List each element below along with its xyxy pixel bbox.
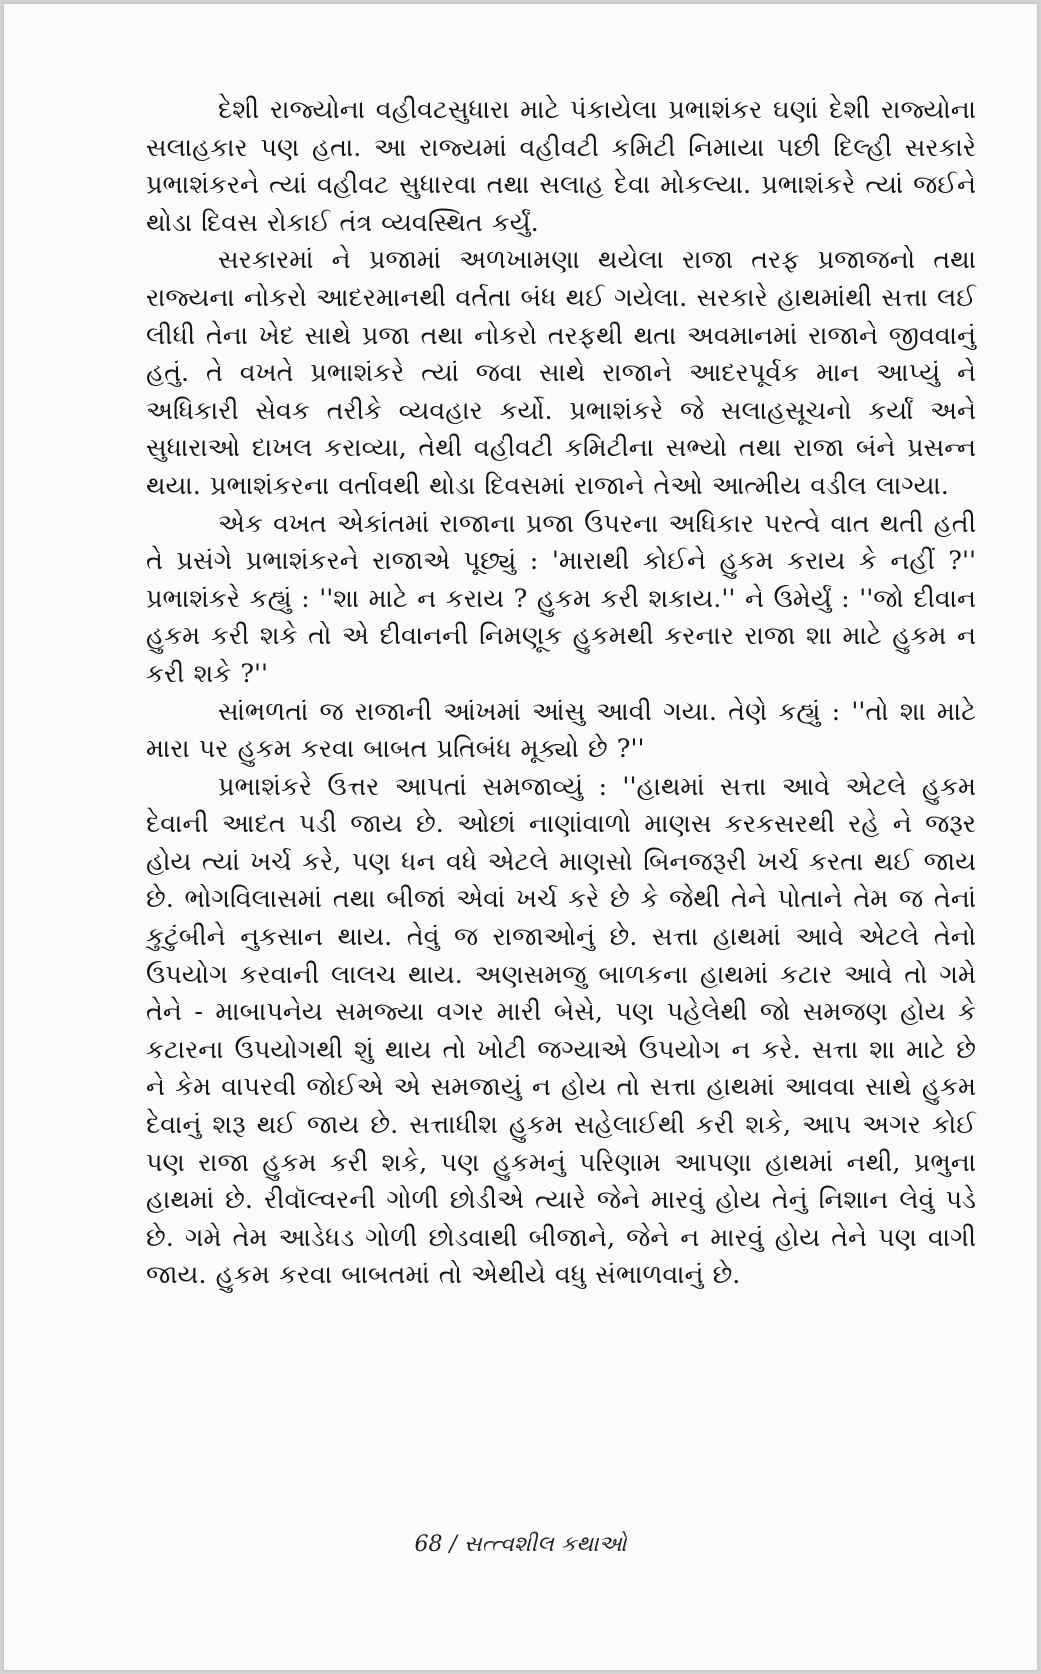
page-number: 68 — [414, 1532, 443, 1557]
footer-separator: / — [442, 1532, 464, 1557]
paragraph-1: દેશી રાજ્યોના વહીવટસુધારા માટે પંકાયેલા પ્રભાશંકર ઘણાં દેશી રાજ્યોના સલાહકાર પણ હતા. આ રાજ્યમાં વહીવટી કમિટી નિમાયા પછી દિલ્હી સરકારે પ્રભાશંકરને ત્યાં વહીવટ સુધારવા તથા સલાહ દેવા મોકલ્યા. પ્રભાશંકરે ત્યાં જઈને થોડા દિવસ રોકાઈ તંત્ર વ્યવસ્થિત કર્યું. — [146, 95, 976, 238]
paragraph-2: સરકારમાં ને પ્રજામાં અળખામણા થયેલા રાજા તરફ પ્રજાજનો તથા રાજ્યના નોકરો આદરમાનથી વર્તતા બંધ થઈ ગયેલા. સરકારે હાથમાંથી સત્તા લઈ લીધી તેના ખેદ સાથે પ્રજા તથા નોકરો તરફથી થતા અવમાનમાં રાજાને જીવવાનું હતું. તે વખતે પ્રભાશંકરે ત્યાં જવા સાથે રાજાને આદરપૂર્વક માન આપ્યું ને અધિકારી સેવક તરીકે વ્યવહાર કર્યો. પ્રભાશંકરે જે સલાહસૂચનો કર્યાં અને સુધારાઓ દાખલ કરાવ્યા, તેથી વહીવટી કમિટીના સભ્યો તથા રાજા બંને પ્રસન્ન થયા. પ્રભાશંકરના વર્તાવથી થોડા દિવસમાં રાજાને તેઓ આત્મીય વડીલ લાગ્યા. — [146, 245, 976, 501]
book-title: સત્ત્વશીલ કથાઓ — [463, 1532, 627, 1557]
page-footer — [4, 1532, 1037, 1557]
paragraph-5: પ્રભાશંકરે ઉત્તર આપતાં સમજાવ્યું : ''હાથમાં સત્તા આવે એટલે હુકમ દેવાની આદત પડી જાય છે. ઓછાં નાણાંવાળો માણસ કરકસરથી રહે ને જરૂર હોય ત્યાં ખર્ચ કરે, પણ ધન વધે એટલે માણસો બિનજરૂરી ખર્ચ કરતા થઈ જાય છે. ભોગવિલાસમાં તથા બીજાં એવાં ખર્ચ કરે છે કે જેથી તેને પોતાને તેમ જ તેનાં કુટુંબીને નુકસાન થાય. તેવું જ રાજાઓનું છે. સત્તા હાથમાં આવે એટલે તેનો ઉપયોગ કરવાની લાલચ થાય. અણસમજુ બાળકના હાથમાં કટાર આવે તો ગમે તેને - માબાપનેય સમજ્યા વગર મારી બેસે, પણ પહેલેથી જો સમજણ હોય કે કટારના ઉપયોગથી શું થાય તો ખોટી જગ્યાએ ઉપયોગ ન કરે. સત્તા શા માટે છે ને કેમ વાપરવી જોઈએ એ સમજાયું ન હોય તો સત્તા હાથમાં આવવા સાથે હુકમ દેવાનું શરૂ થઈ જાય છે. સત્તાધીશ હુકમ સહેલાઈથી કરી શકે, આપ અગર કોઈ પણ રાજા હુકમ કરી શકે, પણ હુકમનું પરિણામ આપણા હાથમાં નથી, પ્રભુના હાથમાં છે. રીવૉલ્વરની ગોળી છોડીએ ત્યારે જેને મારવું હોય તેનું નિશાન લેવું પડે છે. ગમે તેમ આડેધડ ગોળી છોડવાથી બીજાને, જેને ન મારવું હોય તેને પણ વાગી જાય. હુકમ કરવા બાબતમાં તો એથીયે વધુ સંભાળવાનું છે. — [146, 771, 976, 1291]
body-text — [146, 92, 976, 1295]
paragraph-4: સાંભળતાં જ રાજાની આંખમાં આંસુ આવી ગયા. તેણે કહ્યું : ''તો શા માટે મારા પર હુકમ કરવા બાબત પ્રતિબંધ મૂક્યો છે ?'' — [146, 696, 976, 765]
paragraph-3: એક વખત એકાંતમાં રાજાના પ્રજા ઉપરના અધિકાર પરત્વે વાત થતી હતી તે પ્રસંગે પ્રભાશંકરને રાજાએ પૂછ્યું : 'મારાથી કોઈને હુકમ કરાય કે નહીં ?'' પ્રભાશંકરે કહ્યું : ''શા માટે ન કરાય ? હુકમ કરી શકાય.'' ને ઉમેર્યું : ''જો દીવાન હુકમ કરી શકે તો એ દીવાનની નિમણૂક હુકમથી કરનાર રાજા શા માટે હુકમ ન કરી શકે ?'' — [146, 508, 976, 689]
book-page — [4, 4, 1037, 1670]
